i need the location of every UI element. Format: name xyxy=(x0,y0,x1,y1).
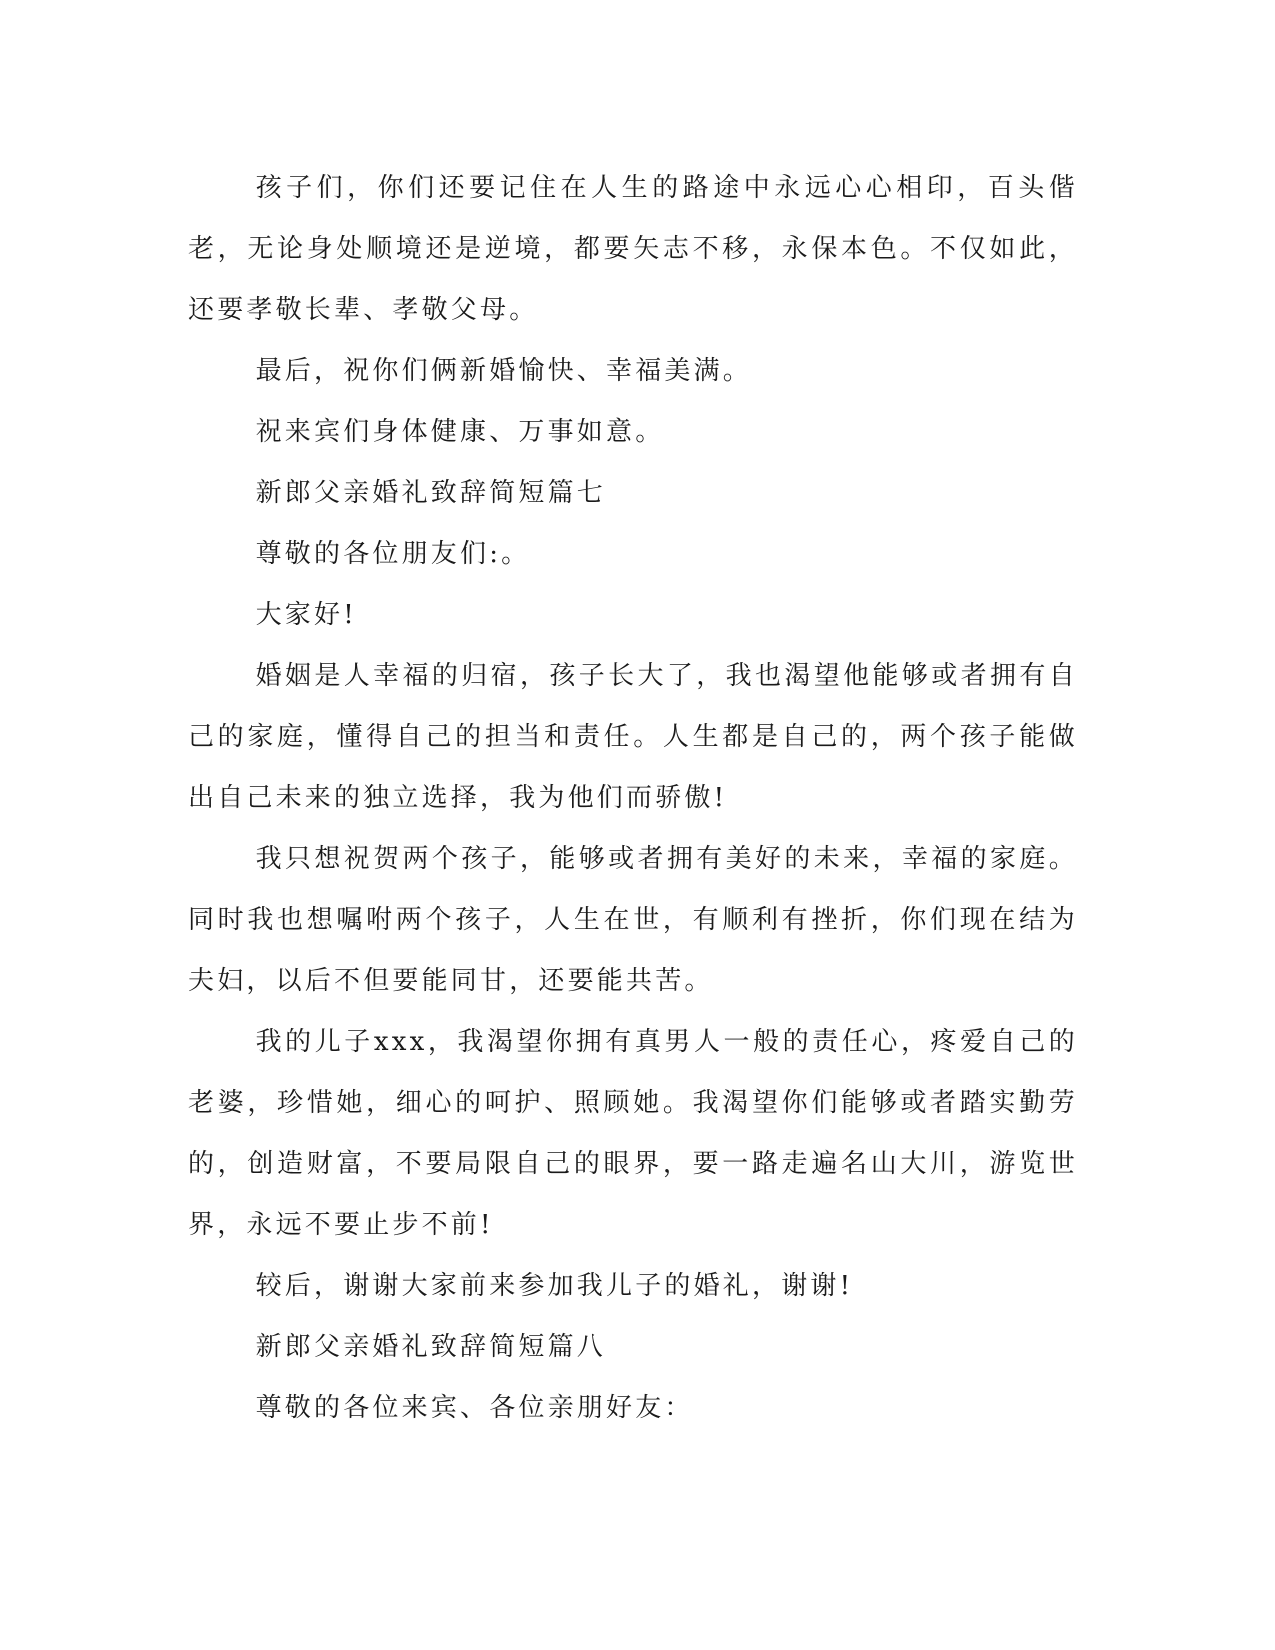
paragraph: 最后，祝你们俩新婚愉快、幸福美满。 xyxy=(255,356,752,386)
salutation: 尊敬的各位朋友们:。 xyxy=(255,539,531,569)
paragraph: 较后，谢谢大家前来参加我儿子的婚礼，谢谢! xyxy=(255,1271,854,1301)
paragraph: 婚姻是人幸福的归宿，孩子长大了，我也渴望他能够或者拥有自己的家庭，懂得自己的担当和责任。人生都是自己的，两个孩子能做出自己未来的独立选择，我为他们而骄傲! xyxy=(188,661,1078,813)
section-heading: 新郎父亲婚礼致辞简短篇八 xyxy=(255,1332,606,1362)
paragraph: 孩子们，你们还要记住在人生的路途中永远心心相印，百头偕老，无论身处顺境还是逆境，都要矢志不移，永保本色。不仅如此，还要孝敬长辈、孝敬父母。 xyxy=(188,173,1078,325)
document-body xyxy=(188,158,1078,1439)
greeting: 大家好! xyxy=(255,600,357,630)
paragraph: 我只想祝贺两个孩子，能够或者拥有美好的未来，幸福的家庭。同时我也想嘱咐两个孩子，人生在世，有顺利有挫折，你们现在结为夫妇，以后不但要能同甘，还要能共苦。 xyxy=(188,844,1078,996)
section-heading: 新郎父亲婚礼致辞简短篇七 xyxy=(255,478,606,508)
salutation: 尊敬的各位来宾、各位亲朋好友： xyxy=(255,1393,694,1423)
paragraph: 我的儿子xxx，我渴望你拥有真男人一般的责任心，疼爱自己的老婆，珍惜她，细心的呵护、照顾她。我渴望你们能够或者踏实勤劳的，创造财富，不要局限自己的眼界，要一路走遍名山大川，游览世界，永远不要止步不前! xyxy=(188,1027,1078,1240)
paragraph: 祝来宾们身体健康、万事如意。 xyxy=(255,417,665,447)
